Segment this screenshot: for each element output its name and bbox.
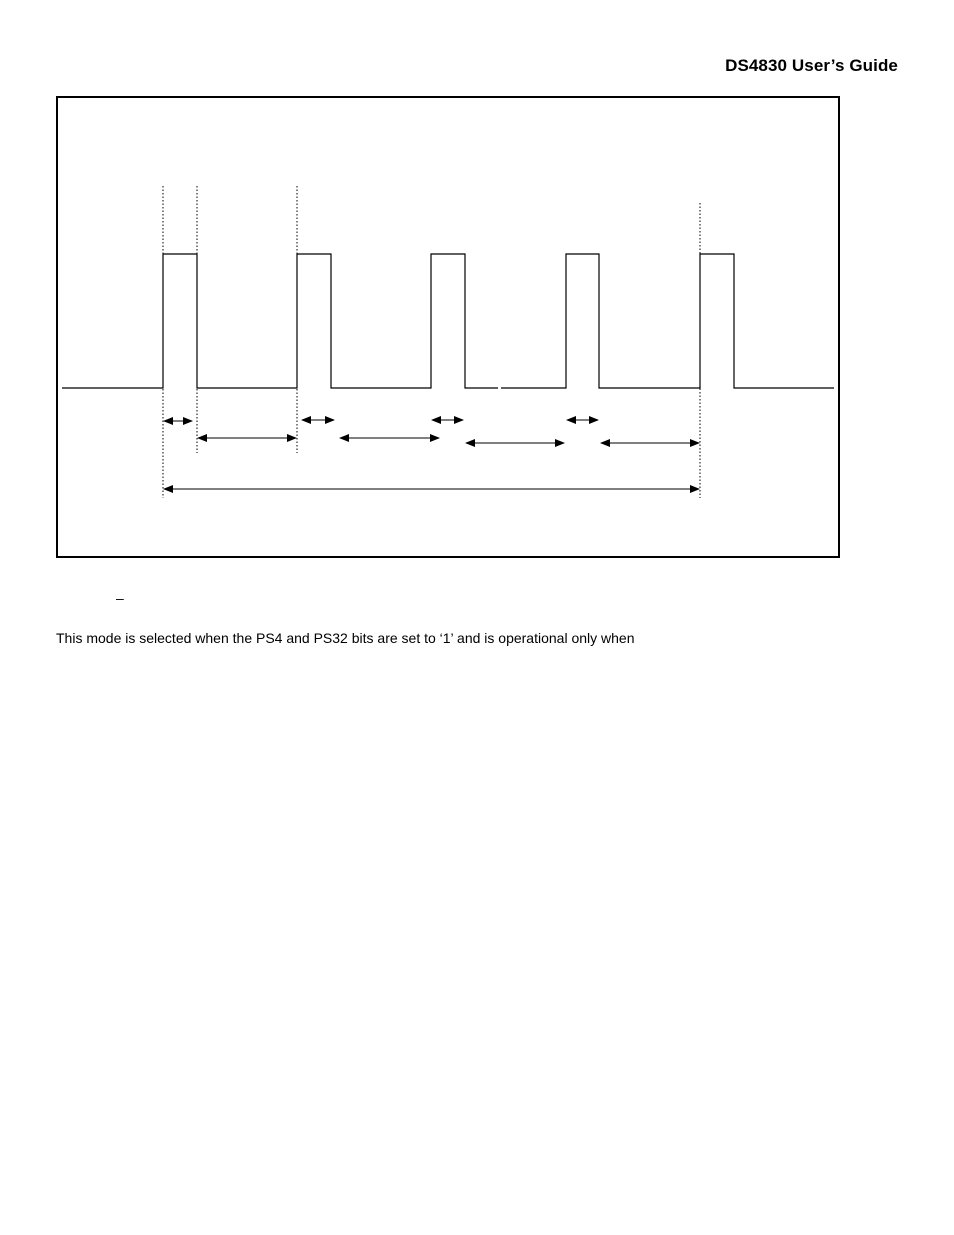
body-paragraph: This mode is selected when the PS4 and PS32 bits are set to ‘1’ and is operational only when bbox=[56, 630, 635, 646]
page-header-title: DS4830 User’s Guide bbox=[725, 56, 898, 75]
pulse-waveform-tail bbox=[501, 254, 834, 388]
timing-diagram bbox=[58, 98, 838, 556]
timing-diagram-frame bbox=[56, 96, 840, 558]
pulse-waveform bbox=[62, 254, 498, 388]
figure-caption-dash: – bbox=[116, 590, 124, 606]
